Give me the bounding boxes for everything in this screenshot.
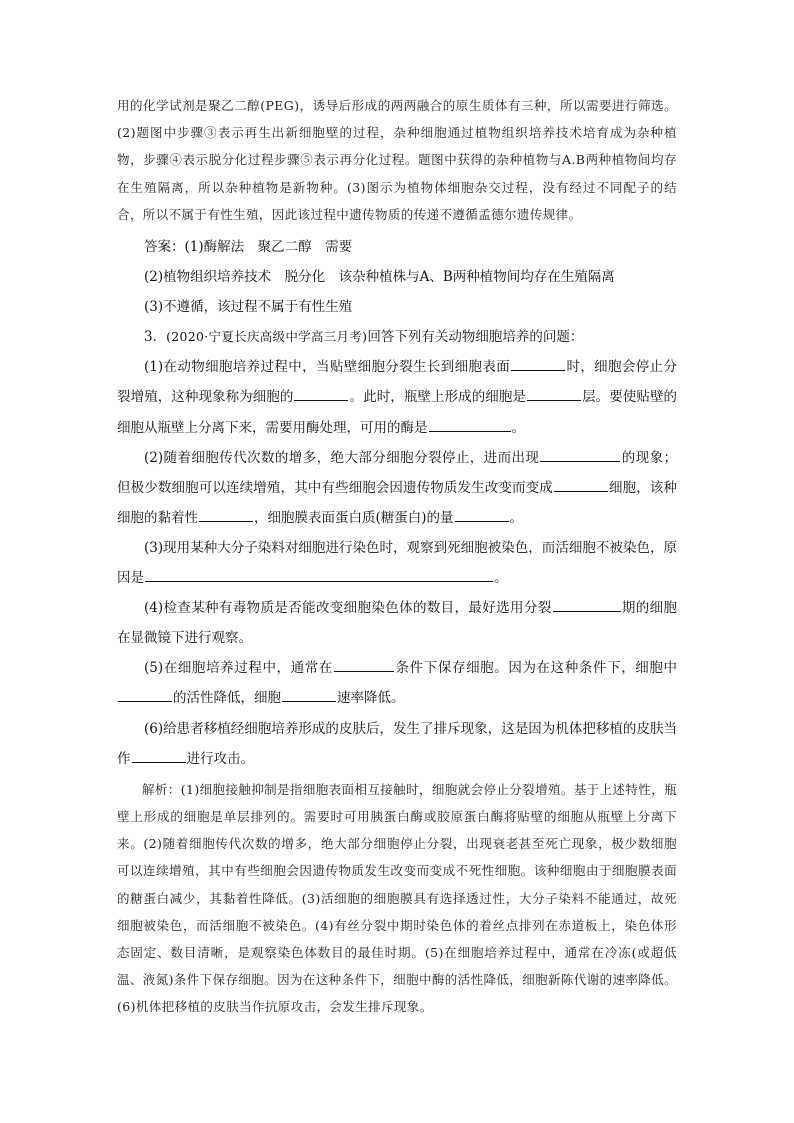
answer-line-1: 答案：(1)酶解法 聚乙二醇 需要: [144, 239, 353, 256]
document-page: [117, 92, 677, 1021]
subquestion-5: (5)在细胞培养过程中，通常在 条件下保存细胞。因为在这种条件下，细胞中的活性降低，细胞 速率降低。: [117, 653, 677, 713]
answer-blank[interactable]: [429, 430, 511, 432]
subquestion-2: (2)随着细胞传代次数的增多，绝大部分细胞分裂停止，进而出现 的现象；但极少数细胞可以连续增殖，其中有些细胞会因遗传物质发生改变而变成 细胞，该种细胞的黏着性 ，细胞膜表面蛋白质(糖蛋白)的量 。: [117, 449, 677, 526]
answer-blank[interactable]: [527, 399, 581, 401]
answer-blank[interactable]: [145, 580, 493, 582]
answer-blank[interactable]: [132, 761, 186, 763]
answer-blank[interactable]: [294, 399, 348, 401]
question-source: (2020·宁夏长庆高级中学高三月考): [166, 329, 368, 345]
subquestion-1: (1)在动物细胞培养过程中，当贴壁细胞分裂生长到细胞表面 时，细胞会停止分裂增殖，这种现象称为细胞的 。此时，瓶壁上形成的细胞是 层。要使贴壁的细胞从瓶壁上分离下来，需要用酶处理，可用的酶是 。: [117, 359, 678, 436]
answer-blank[interactable]: [282, 700, 336, 702]
answer-line-2: (2)植物组织培养技术 脱分化 该杂种植株与A、B两种植物间均存在生殖隔离: [144, 269, 615, 286]
explanation-continued: 用的化学试剂是聚乙二醇(PEG)，诱导后形成的两两融合的原生质体有三种，所以需要进行筛选。(2)题图中步骤③表示再生出新细胞壁的过程，杂种细胞通过植物组织培养技术培育成为杂种植物，步骤④表示脱分化过程步骤⑤表示再分化过程。题图中获得的杂种植物与A.B两种植物间均存在生殖隔离，所以杂种植物是新物种。(3)图示为植物体细胞杂交过程，没有经过不同配子的结合，所以不属于有性生殖，因此该过程中遗传物质的传递不遵循孟德尔遗传规律。: [117, 98, 677, 222]
answer-blank[interactable]: [554, 490, 608, 492]
answer-line-3: (3)不遵循，该过程不属于有性生殖: [144, 299, 353, 316]
answer-blank[interactable]: [540, 460, 620, 462]
answer-blank[interactable]: [118, 700, 172, 702]
subquestion-6: (6)给患者移植经细胞培养形成的皮肤后，发生了排斥现象，这是因为机体把移植的皮肤当作 进行攻击。: [117, 720, 677, 767]
question-stem: 回答下列有关动物细胞培养的问题：: [367, 329, 584, 346]
answer-blank[interactable]: [553, 610, 621, 612]
answer-blank[interactable]: [455, 520, 509, 522]
explanation: 解析：(1)细胞接触抑制是指细胞表面相互接触时，细胞就会停止分裂增殖。基于上述特性，瓶壁上形成的细胞是单层排列的。需要时可用胰蛋白酶或胶原蛋白酶将贴壁的细胞从瓶壁上分离下来。(2)随着细胞传代次数的增多，绝大部分细胞停止分裂，出现衰老甚至死亡现象，极少数细胞可以连续增殖，其中有些细胞会因遗传物质发生改变而变成不死性细胞。该种细胞由于细胞膜表面的糖蛋白减少，其黏着性降低。(3)活细胞的细胞膜具有选择透过性，大分子染料不能通过，故死细胞被染色，而活细胞不被染色。(4)有丝分裂中期时染色体的着丝点排列在赤道板上，染色体形态固定、数目清晰，是观察染色体数目的最佳时期。(5)在细胞培养过程中，通常在冷冻(或超低温、液氮)条件下保存细胞。因为在这种条件下，细胞中酶的活性降低，细胞新陈代谢的速率降低。(6)机体把移植的皮肤当作抗原攻击，会发生排斥现象。: [117, 781, 677, 1015]
question-number: 3．: [144, 329, 167, 346]
subquestion-3: (3)现用某种大分子染料对细胞进行染色时，观察到死细胞被染色，而活细胞不被染色，原因是 。: [117, 539, 677, 587]
answer-blank[interactable]: [511, 369, 565, 371]
subquestion-4: (4)检查某种有毒物质是否能改变细胞染色体的数目，最好选用分裂 期的细胞在显微镜下进行观察。: [117, 600, 678, 647]
answer-blank[interactable]: [199, 520, 253, 522]
answer-blank[interactable]: [334, 670, 394, 672]
question-3-header: [117, 322, 677, 352]
